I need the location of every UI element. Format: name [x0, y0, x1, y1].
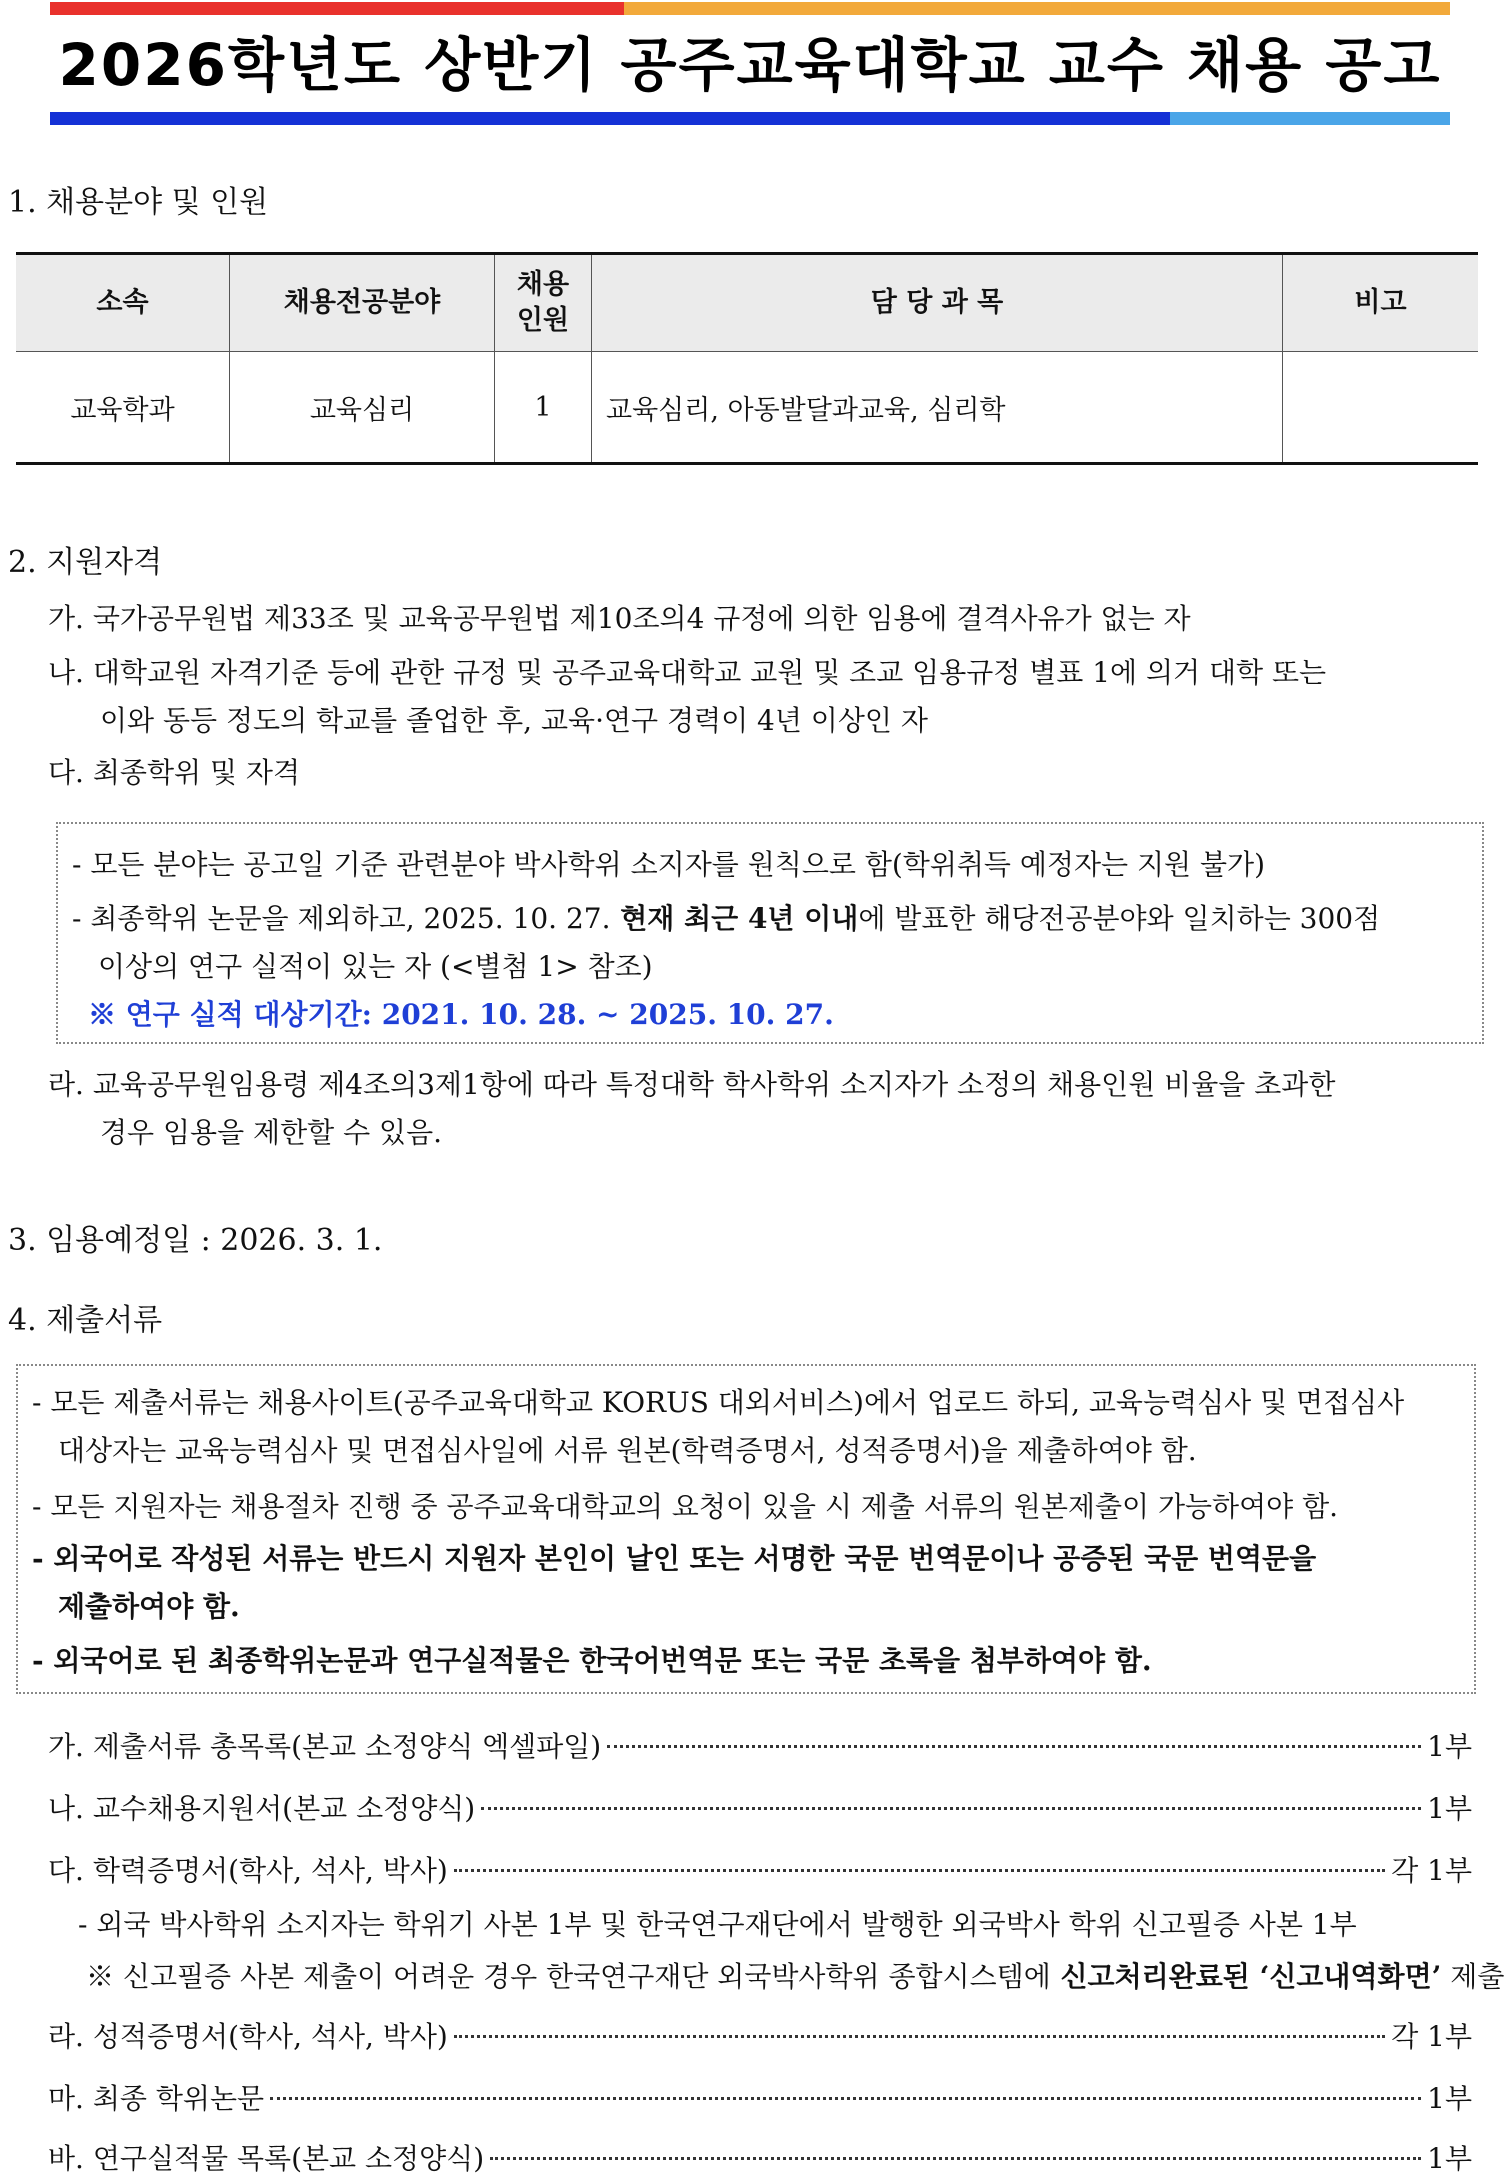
document-label: 바. 연구실적물 목록(본교 소정양식)	[48, 2142, 485, 2175]
research-text-bold: 현재 최근 4년 이내	[610, 902, 859, 935]
note-upload-line2: 대상자는 교육능력심사 및 면접심사일에 서류 원본(학력증명서, 성적증명서)을 제출하여야 함.	[58, 1434, 1197, 1467]
document-item	[48, 2078, 1472, 2120]
note-upload-line1: - 모든 제출서류는 채용사이트(공주교육대학교 KORUS 대외서비스)에서 업로드 하되, 교육능력심사 및 면접심사	[32, 1386, 1405, 1419]
th-headcount: 채용 인원	[495, 254, 592, 352]
th-remarks: 비고	[1283, 254, 1479, 352]
document-count: 1부	[1427, 2142, 1472, 2175]
research-period-note: ※ 연구 실적 대상기간: 2021. 10. 28. ~ 2025. 10. 27.	[88, 998, 834, 1031]
qualification-da: 다. 최종학위 및 자격	[48, 756, 300, 789]
qualification-na-line2: 이와 동등 정도의 학교를 졸업한 후, 교육·연구 경력이 4년 이상인 자	[100, 704, 928, 737]
box-item-doctorate: - 모든 분야는 공고일 기준 관련분야 박사학위 소지자를 원칙으로 함(학위취득 예정자는 지원 불가)	[72, 848, 1265, 881]
document-item	[48, 2016, 1472, 2058]
document-count: 각 1부	[1391, 2020, 1472, 2053]
page-title: 2026학년도 상반기 공주교육대학교 교수 채용 공고	[58, 31, 1442, 99]
table-header-row	[16, 254, 1478, 352]
certificate-note-pre: ※ 신고필증 사본 제출이 어려운 경우 한국연구재단 외국박사학위 종합시스템에	[86, 1960, 1051, 1993]
document-count: 1부	[1427, 1792, 1472, 1825]
top-bar-orange	[624, 2, 1450, 15]
note-abstract: - 외국어로 된 최종학위논문과 연구실적물은 한국어번역문 또는 국문 초록을 첨부하여야 함.	[32, 1644, 1152, 1677]
dot-leader	[490, 2157, 1421, 2160]
cell-headcount: 1	[495, 352, 592, 464]
document-label: 라. 성적증명서(학사, 석사, 박사)	[48, 2020, 448, 2053]
section4-heading: 4. 제출서류	[8, 1303, 163, 1338]
note-translation-line1: - 외국어로 작성된 서류는 반드시 지원자 본인이 날인 또는 서명한 국문 번역문이나 공증된 국문 번역문을	[32, 1542, 1317, 1575]
section2-heading: 2. 지원자격	[8, 545, 163, 580]
top-bar-red	[50, 2, 624, 15]
section1-heading: 1. 채용분야 및 인원	[8, 185, 269, 220]
qualification-ra-line1: 라. 교육공무원임용령 제4조의3제1항에 따라 특정대학 학사학위 소지자가 소정의 채용인원 비율을 초과한	[48, 1068, 1336, 1101]
document-count: 각 1부	[1391, 1854, 1472, 1887]
table-row	[16, 352, 1478, 464]
dot-leader	[481, 1807, 1421, 1810]
document-count: 1부	[1427, 2082, 1472, 2115]
document-item	[48, 1726, 1472, 1768]
document-item	[48, 2138, 1472, 2180]
cell-remarks	[1283, 352, 1479, 464]
th-courses: 담 당 과 목	[592, 254, 1283, 352]
qualification-na-line1: 나. 대학교원 자격기준 등에 관한 규정 및 공주교육대학교 교원 및 조교 임용규정 별표 1에 의거 대학 또는	[48, 656, 1327, 689]
cell-major: 교육심리	[230, 352, 495, 464]
note-translation-line2: 제출하여야 함.	[58, 1590, 240, 1623]
research-text-pre: - 최종학위 논문을 제외하고, 2025. 10. 27.	[72, 902, 611, 935]
document-item	[48, 1788, 1472, 1830]
submission-notes-box	[16, 1364, 1476, 1694]
document-label: 마. 최종 학위논문	[48, 2082, 265, 2115]
qualification-box	[56, 822, 1484, 1044]
document-item	[48, 1850, 1472, 1892]
header-bottom-bar	[50, 112, 1450, 125]
document-label: 가. 제출서류 총목록(본교 소정양식 엑셀파일)	[48, 1730, 602, 1763]
research-text-post: 에 발표한 해당전공분야와 일치하는 300점	[858, 902, 1381, 935]
qualification-ga: 가. 국가공무원법 제33조 및 교육공무원법 제10조의4 규정에 의한 임용에 결격사유가 없는 자	[48, 602, 1191, 635]
cell-affiliation: 교육학과	[16, 352, 230, 464]
document-label: 나. 교수채용지원서(본교 소정양식)	[48, 1792, 476, 1825]
doctorate-foreign-note: - 외국 박사학위 소지자는 학위기 사본 1부 및 한국연구재단에서 발행한 외국박사 학위 신고필증 사본 1부	[78, 1908, 1357, 1941]
certificate-note-post: 제출	[1441, 1960, 1504, 1993]
dot-leader	[270, 2097, 1421, 2100]
cell-courses: 교육심리, 아동발달과교육, 심리학	[592, 352, 1283, 464]
section3-heading: 3. 임용예정일 : 2026. 3. 1.	[8, 1223, 383, 1258]
recruitment-table	[16, 252, 1478, 465]
qualification-ra-line2: 경우 임용을 제한할 수 있음.	[100, 1116, 443, 1149]
header-top-bar	[50, 2, 1450, 15]
bottom-bar-blue	[50, 112, 1170, 125]
note-original: - 모든 지원자는 채용절차 진행 중 공주교육대학교의 요청이 있을 시 제출 서류의 원본제출이 가능하여야 함.	[32, 1490, 1339, 1523]
document-label: 다. 학력증명서(학사, 석사, 박사)	[48, 1854, 448, 1887]
document-count: 1부	[1427, 1730, 1472, 1763]
certificate-note	[86, 1956, 1504, 1998]
box-item-research-line1	[72, 898, 1380, 940]
certificate-note-bold: 신고처리완료된 ‘신고내역화면’	[1050, 1960, 1442, 1993]
th-affiliation: 소속	[16, 254, 230, 352]
dot-leader	[607, 1745, 1421, 1748]
dot-leader	[454, 1869, 1385, 1872]
dot-leader	[454, 2035, 1385, 2038]
bottom-bar-light-blue	[1170, 112, 1450, 125]
th-major: 채용전공분야	[230, 254, 495, 352]
box-item-research-line2: 이상의 연구 실적이 있는 자 (<별첨 1> 참조)	[98, 950, 653, 983]
